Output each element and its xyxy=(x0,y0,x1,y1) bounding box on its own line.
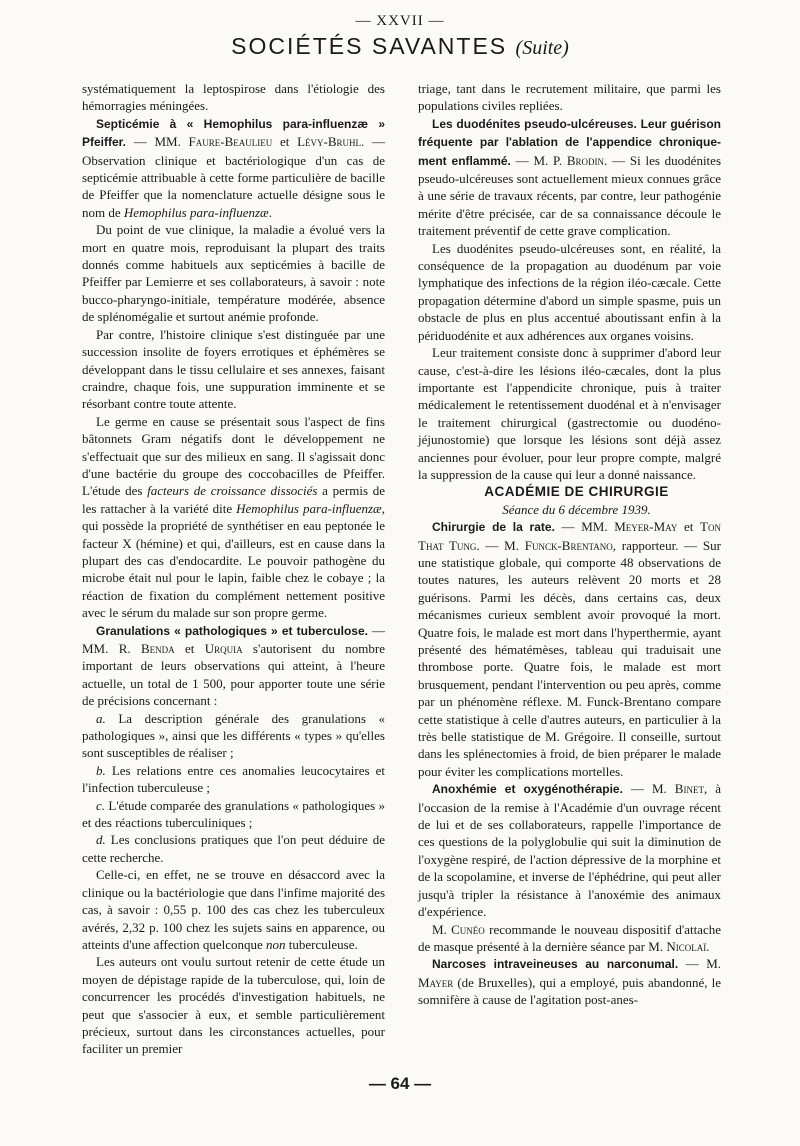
text-run: Le germe en cause se présentait sous l'aspect de fins bâtonnets Gram négatifs dont le développement ne s'effectuait que sur des milieux en sang. Il s'agissait donc d'une bactérie du groupe des coccobacilles de Pfeiffer. L'étude des xyxy=(82,413,385,499)
paragraph: Par contre, l'histoire clinique s'est distinguée par une succession insolite de foyers errotiques et éphémères se développant dans le tissu cellulaire et ses annexes, faisant craindre, chaque fois, une suppuration imminente et se résorbant contre toute attente. xyxy=(82,326,385,412)
text-run: . xyxy=(706,938,710,954)
author-name: Lévy-Bruhl xyxy=(297,134,362,150)
text-run: . — Si les duodénites pseudo-ulcéreuses sont actuellement mieux connues grâce à une série de travaux récents, par contre, leur pathogénie mérite d'être précisée, car de sa connaissance découle le traitement préventif de cette grave complication. xyxy=(418,152,721,239)
author-name: Binet xyxy=(674,781,704,797)
list-item xyxy=(82,762,385,797)
italic-term: facteurs de croissance dissociés xyxy=(147,483,318,499)
text-run: — MM. xyxy=(554,519,615,535)
text-run: (de Bruxelles), qui a employé, puis abandonné, le somnifère à cause de l'agitation post-anes- xyxy=(418,974,721,1008)
list-item xyxy=(82,797,385,832)
text-run: , à l'occasion de la remise à l'Académie d'un ouvrage récent de lui et de ses collaborateurs, rappelle l'importance de ces questions de la polyglobulie qui suit la diminution de l'oxygène respiré, de l'action dépressive de la morphine et de la scopolamine, et inverse de l'éphédrine, qui peut aller jusqu'à tripler la résistance à l'anoxémie des animaux d'expérience. xyxy=(418,781,721,920)
session-date: Séance du 6 décembre 1939. xyxy=(502,501,651,517)
text-run: et xyxy=(174,641,205,656)
author-name: Ton That Tung xyxy=(418,519,721,553)
list-marker: a. xyxy=(96,710,106,726)
author-name: Urquia xyxy=(204,641,243,656)
text-run: et xyxy=(272,134,298,150)
section-title: ACADÉMIE DE CHIRURGIE xyxy=(484,484,669,500)
page-roman-numeral: — XXVII — xyxy=(355,13,445,29)
article-heading: Chirurgie de la rate. xyxy=(432,520,555,535)
paragraph: Les duodénites pseudo-ulcéreuses sont, en réalité, la conséquence de la propagation au duodénum par voie lymphatique des infections de la région iléo-cæcale. Cette propagation détermine d'abord un simple spasme, puis un obstacle de plus en plus accentué aboutissant enfin à la périduodénite et aux adhérences aux organes voisins. xyxy=(418,240,721,343)
species-name: Hemophilus para-influenzæ xyxy=(123,204,269,220)
text-run: , rapporteur. — Sur une statistique globale, qui comporte 48 observations de toutes natures, les auteurs relèvent 20 morts et 28 guérisons. Parmi les décès, dans certains cas, deux mécanismes curieux semblent avoir provoqué la mort. Quatre fois, le malade est mort dans l'hyperthermie, ayant présenté des hématémèses, tableau qui traduisait une thrombose porte. Quatre fois, le malade est mort brusquement, pendant l'intervention ou peu après, comme par un phénomène réflexe. M. Funck-Brentano compare cette statistique à celle d'autres auteurs, en particulier à la très belle statistique de M. Grégoire. Il conseille, surtout dans les splénectomies à froid, de bien préparer le malade pour éviter les complications mortelles. xyxy=(418,537,721,779)
species-name: Hemophilus para-influenzæ xyxy=(236,500,382,516)
paragraph xyxy=(82,413,385,622)
text-run: — M. xyxy=(678,956,721,972)
text-run: Les conclusions pratiques que l'on peut déduire de cette recherche. xyxy=(82,832,385,865)
list-marker: c. xyxy=(96,797,106,813)
text-run: et xyxy=(677,519,701,535)
paragraph: Leur traitement consiste donc à supprimer d'abord leur cause, c'est-à-dire les lésions iléo-cæcales, dont la plus importante est l'appendicite chronique, puis à traiter médicalement le retentissement duodénal et à n'envisager le traitement chirurgical (gastrectomie ou duodéno-jéjunostomie) que lorsque les lésions sont déjà assez anciennes pour évoluer, pour leur propre compte, malgré la suppression de la cause qui leur a donné naissance. xyxy=(418,345,721,482)
text-run: , qui possède la propriété de synthétiser en eau peptonée le facteur X (hémine) et qui, d'ailleurs, est en cause dans la plupart des cas d'endocardite. Le pouvoir pathogène du microbe était nul pour le lapin, faible chez le cobaye ; la réaction de fixation du complément nettement positive avec le sérum du malade sur son propre germe. xyxy=(82,500,385,621)
text-run: — MM. R. xyxy=(82,622,386,656)
text-run: . — M. xyxy=(476,537,525,553)
text-run: Les relations entre ces anomalies leucocytaires et l'infection tuberculeuse ; xyxy=(82,762,385,796)
author-name: Nicolaï xyxy=(666,938,707,954)
text-run: M. xyxy=(432,921,452,937)
paragraph: systématiquement la leptospirose dans l'étiologie des hémorragies méningées. xyxy=(82,81,385,114)
paragraph xyxy=(418,780,721,920)
text-run: recommande le nouveau dispositif d'attache de masque présenté à la dernière séance par M. xyxy=(418,921,721,954)
author-name: Faure-Beaulieu xyxy=(188,134,273,150)
author-name: Brodin xyxy=(566,152,605,168)
text-run: Celle-ci, en effet, ne se trouve en désaccord avec la clinique ou la bactériologie que dans l'infime majorité des cas, à savoir : 0,55 p. 100 des cas chez les tuberculeux avérés, 2,32 p. 100 chez les sujets sains en apparence, ou atteints d'une affection quelconque xyxy=(82,867,385,952)
list-item xyxy=(82,710,385,762)
paragraph xyxy=(418,115,721,240)
list-item xyxy=(82,831,385,866)
running-title-main: SOCIÉTÉS SAVANTES xyxy=(231,33,508,59)
running-title-suite: (Suite) xyxy=(515,37,569,59)
right-column xyxy=(418,80,721,1009)
text-run: — MM. xyxy=(126,134,189,150)
text-run: L'étude comparée des granulations « pathologiques » et des réactions tuberculiniques ; xyxy=(82,797,385,831)
paragraph xyxy=(82,622,385,710)
list-marker: d. xyxy=(96,832,106,848)
author-name: Benda xyxy=(140,641,175,656)
paragraph xyxy=(418,955,721,1008)
text-run: . — Observation clinique et bactériologique d'un cas de septicémie attribuable à cette forme particulière de bacille de Pfeiffer que la nomenclature actuelle désigne sous le nom de xyxy=(82,134,385,220)
page-number: — 64 — xyxy=(368,1074,432,1093)
author-name: Cunéo xyxy=(451,921,485,937)
text-run: . xyxy=(268,204,272,220)
paragraph xyxy=(418,518,721,780)
text-run: a permis de les rattacher à la variété dite xyxy=(82,483,386,516)
paragraph: Du point de vue clinique, la maladie a évolué vers la mort en quatre mois, reproduisant la plupart des traits donnés comme habituels aux septicémies à bacille de Pfeiffer par Lemierre et ses collaborateurs, à savoir : note bucco-pharyngo-initiale, température modérée, absence de splénomégalie et surtout anémie profonde. xyxy=(82,222,385,325)
paragraph: triage, tant dans le recrutement militaire, que parmi les populations civiles repliées. xyxy=(418,81,721,114)
text-run: tuberculeuse. xyxy=(285,936,358,952)
article-heading: Septicémie à « Hemophilus para-influenzæ » Pfeiffer. xyxy=(82,116,385,150)
text-run: — M. xyxy=(622,781,675,797)
article-heading: Granulations « pathologiques » et tuberculose. xyxy=(96,623,368,638)
left-column xyxy=(82,80,385,1058)
author-name: Mayer xyxy=(418,974,454,990)
list-marker: b. xyxy=(96,762,106,778)
article-heading: Narcoses intraveineuses au narconumal. xyxy=(432,957,679,972)
italic-term: non xyxy=(266,936,286,952)
running-title xyxy=(0,33,800,60)
paragraph xyxy=(82,115,385,221)
paragraph xyxy=(82,866,385,953)
text-run: La description générale des granulations « pathologiques », ainsi que les différents « types » qu'elles sont susceptibles de réaliser ; xyxy=(82,710,385,761)
author-name: Funck-Brentano xyxy=(524,537,613,553)
paragraph xyxy=(418,921,721,956)
article-heading: Les duodénites pseudo-ulcéreuses. Leur guérison fréquente par l'ablation de l'appendice chroniquement enflammé. xyxy=(418,116,721,168)
text-run: — M. P. xyxy=(510,152,567,168)
author-name: Meyer-May xyxy=(614,519,678,535)
text-run: s'autorisent du nombre important de leurs observations qui atteint, à l'heure actuelle, un total de 1 500, pour apporter toute une série de précisions concernant : xyxy=(82,641,385,709)
paragraph: Les auteurs ont voulu surtout retenir de cette étude un moyen de dépistage rapide de la tuberculose, qui, loin de concurrencer les procédés d'investigation habituels, ne peut que s'associer à eux, et semble particulièrement précieux, surtout dans les circonstances actuelles, pour faciliter un premier xyxy=(82,954,385,1057)
article-heading: Anoxhémie et oxygénothérapie. xyxy=(432,782,623,797)
